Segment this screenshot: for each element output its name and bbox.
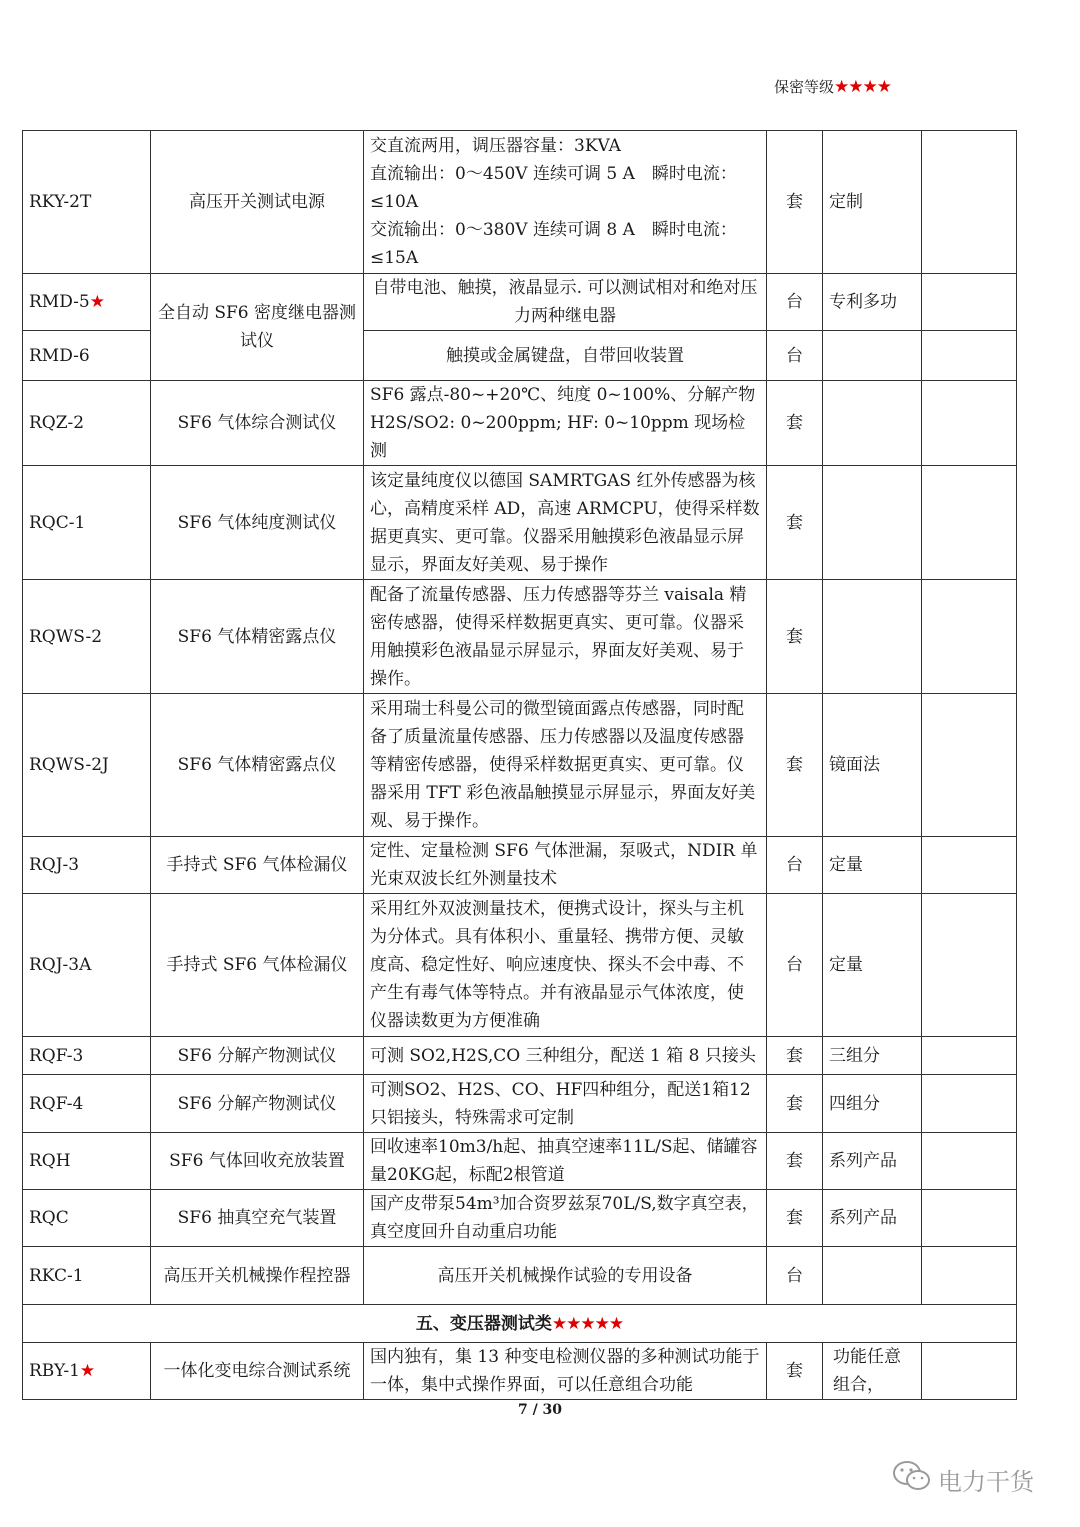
model-cell: RMD-6 bbox=[23, 331, 151, 381]
unit-cell: 台 bbox=[767, 331, 823, 381]
unit-cell: 台 bbox=[767, 274, 823, 331]
note-cell: 镜面法 bbox=[823, 694, 922, 837]
model-cell: RQF-4 bbox=[23, 1075, 151, 1133]
note-cell: 系列产品 bbox=[823, 1190, 922, 1247]
name-cell: SF6 气体精密露点仪 bbox=[151, 580, 364, 694]
model-cell: RQZ-2 bbox=[23, 381, 151, 466]
name-cell: SF6 气体综合测试仪 bbox=[151, 381, 364, 466]
unit-cell: 套 bbox=[767, 1075, 823, 1133]
confidentiality-label: 保密等级 bbox=[774, 78, 835, 96]
unit-cell: 套 bbox=[767, 1133, 823, 1190]
model-cell: RQH bbox=[23, 1133, 151, 1190]
note-cell: 功能任意组合， bbox=[823, 1343, 922, 1400]
name-cell: 全自动 SF6 密度继电器测试仪 bbox=[151, 274, 364, 381]
description-cell: 国产皮带泵54m³加合资罗兹泵70L/S,数字真空表，真空度回升自动重启功能 bbox=[364, 1190, 767, 1247]
model-cell: RQWS-2 bbox=[23, 580, 151, 694]
empty-cell bbox=[922, 381, 1017, 466]
table-row bbox=[23, 381, 1017, 466]
table-row bbox=[23, 131, 1017, 274]
description-cell: 国内独有，集 13 种变电检测仪器的多种测试功能于一体，集中式操作界面，可以任意组合功能 bbox=[364, 1343, 767, 1400]
table-row bbox=[23, 1037, 1017, 1075]
table-row bbox=[23, 1133, 1017, 1190]
star-icon: ★ bbox=[79, 1361, 96, 1381]
description-cell: 配备了流量传感器、压力传感器等芬兰 vaisala 精密传感器，使得采样数据更真实、更可靠。仪器采用触摸彩色液晶显示屏显示，界面友好美观、易于操作。 bbox=[364, 580, 767, 694]
empty-cell bbox=[922, 1247, 1017, 1305]
table-row bbox=[23, 837, 1017, 894]
description-line: 交流输出：0～380V 连续可调 8 A 瞬时电流：≤15A bbox=[370, 220, 737, 268]
unit-cell: 套 bbox=[767, 466, 823, 580]
name-cell: 高压开关机械操作程控器 bbox=[151, 1247, 364, 1305]
description-line: 交直流两用，调压器容量：3KVA bbox=[370, 136, 621, 156]
confidentiality-level bbox=[774, 76, 891, 97]
confidentiality-stars: ★★★★ bbox=[834, 77, 891, 97]
note-cell bbox=[823, 466, 922, 580]
page-number: 7 / 30 bbox=[517, 1402, 563, 1418]
description-cell: 采用瑞士科曼公司的微型镜面露点传感器，同时配备了质量流量传感器、压力传感器以及温度传感器等精密传感器，使得采样数据更真实、更可靠。仪器采用 TFT 彩色液晶触摸显示屏显示，界面友好美观、易于操作。 bbox=[364, 694, 767, 837]
note-cell: 专利多功 bbox=[823, 274, 922, 331]
model-cell: RKC-1 bbox=[23, 1247, 151, 1305]
empty-cell bbox=[922, 466, 1017, 580]
description-cell: 定性、定量检测 SF6 气体泄漏，泵吸式，NDIR 单光束双波长红外测量技术 bbox=[364, 837, 767, 894]
name-cell: 手持式 SF6 气体检漏仪 bbox=[151, 894, 364, 1037]
unit-cell: 套 bbox=[767, 1343, 823, 1400]
model-cell: RKY-2T bbox=[23, 131, 151, 274]
note-cell: 定量 bbox=[823, 837, 922, 894]
table-row bbox=[23, 580, 1017, 694]
table-row bbox=[23, 1247, 1017, 1305]
unit-cell: 套 bbox=[767, 580, 823, 694]
model-cell: RQJ-3 bbox=[23, 837, 151, 894]
note-cell: 系列产品 bbox=[823, 1133, 922, 1190]
empty-cell bbox=[922, 580, 1017, 694]
name-cell: 高压开关测试电源 bbox=[151, 131, 364, 274]
description-cell: SF6 露点-80~+20℃、纯度 0~100%、分解产物 H2S/SO2: 0~200ppm; HF: 0~10ppm 现场检测 bbox=[364, 381, 767, 466]
section-title: 五、变压器测试类 bbox=[415, 1313, 552, 1334]
empty-cell bbox=[922, 1037, 1017, 1075]
empty-cell bbox=[922, 837, 1017, 894]
product-table bbox=[22, 130, 1017, 1400]
unit-cell: 台 bbox=[767, 837, 823, 894]
note-cell bbox=[823, 580, 922, 694]
description-cell: 触摸或金属键盘，自带回收装置 bbox=[364, 331, 767, 381]
description-cell: 回收速率10m3/h起、抽真空速率11L/S起、储罐容量20KG起，标配2根管道 bbox=[364, 1133, 767, 1190]
table-row bbox=[23, 466, 1017, 580]
wechat-icon bbox=[892, 1460, 932, 1498]
description-cell: 采用红外双波测量技术，便携式设计，探头与主机为分体式。具有体积小、重量轻、携带方便、灵敏度高、稳定性好、响应速度快、探头不会中毒、不产生有毒气体等特点。并有液晶显示气体浓度，使仪器读数更为方便准确 bbox=[364, 894, 767, 1037]
unit-cell: 套 bbox=[767, 694, 823, 837]
description-cell: 该定量纯度仪以德国 SAMRTGAS 红外传感器为核心，高精度采样 AD，高速 ARMCPU，使得采样数据更真实、更可靠。仪器采用触摸彩色液晶显示屏显示，界面友好美观、易于操作 bbox=[364, 466, 767, 580]
note-cell bbox=[823, 1247, 922, 1305]
note-cell: 三组分 bbox=[823, 1037, 922, 1075]
watermark-text: 电力干货 bbox=[938, 1467, 1034, 1496]
unit-cell: 台 bbox=[767, 894, 823, 1037]
model-cell bbox=[23, 1343, 151, 1400]
unit-cell: 台 bbox=[767, 1247, 823, 1305]
section-stars: ★★★★★ bbox=[551, 1313, 624, 1334]
section-heading bbox=[23, 1305, 1017, 1343]
unit-cell: 套 bbox=[767, 131, 823, 274]
name-cell: SF6 抽真空充气装置 bbox=[151, 1190, 364, 1247]
model-cell: RQC bbox=[23, 1190, 151, 1247]
model-text: RMD-5 bbox=[29, 292, 90, 312]
name-cell: SF6 气体回收充放装置 bbox=[151, 1133, 364, 1190]
description-cell: 自带电池、触摸，液晶显示. 可以测试相对和绝对压力两种继电器 bbox=[364, 274, 767, 331]
name-cell: SF6 气体纯度测试仪 bbox=[151, 466, 364, 580]
description-cell bbox=[364, 131, 767, 274]
empty-cell bbox=[922, 1343, 1017, 1400]
empty-cell bbox=[922, 274, 1017, 331]
model-cell: RQF-3 bbox=[23, 1037, 151, 1075]
model-cell bbox=[23, 274, 151, 331]
note-cell: 定制 bbox=[823, 131, 922, 274]
empty-cell bbox=[922, 1133, 1017, 1190]
name-cell: 手持式 SF6 气体检漏仪 bbox=[151, 837, 364, 894]
table-row bbox=[23, 1075, 1017, 1133]
model-cell: RQJ-3A bbox=[23, 894, 151, 1037]
name-cell: SF6 气体精密露点仪 bbox=[151, 694, 364, 837]
empty-cell bbox=[922, 1190, 1017, 1247]
table-row bbox=[23, 1190, 1017, 1247]
description-cell: 可测SO2、H2S、CO、HF四种组分，配送1箱12只铝接头，特殊需求可定制 bbox=[364, 1075, 767, 1133]
table-row bbox=[23, 694, 1017, 837]
table-row bbox=[23, 894, 1017, 1037]
empty-cell bbox=[922, 894, 1017, 1037]
watermark bbox=[892, 1460, 1034, 1498]
empty-cell bbox=[922, 694, 1017, 837]
description-cell: 可测 SO2,H2S,CO 三种组分，配送 1 箱 8 只接头 bbox=[364, 1037, 767, 1075]
empty-cell bbox=[922, 1075, 1017, 1133]
table-row bbox=[23, 274, 1017, 331]
description-line: 直流输出：0～450V 连续可调 5 A 瞬时电流：≤10A bbox=[370, 164, 737, 212]
empty-cell bbox=[922, 331, 1017, 381]
star-icon: ★ bbox=[89, 292, 105, 312]
table-row bbox=[23, 1343, 1017, 1400]
model-text: RBY-1 bbox=[29, 1361, 80, 1381]
name-cell: SF6 分解产物测试仪 bbox=[151, 1075, 364, 1133]
unit-cell: 套 bbox=[767, 381, 823, 466]
empty-cell bbox=[922, 131, 1017, 274]
section-row bbox=[23, 1305, 1017, 1343]
note-cell bbox=[823, 381, 922, 466]
unit-cell: 套 bbox=[767, 1037, 823, 1075]
model-cell: RQWS-2J bbox=[23, 694, 151, 837]
note-cell bbox=[823, 331, 922, 381]
description-cell: 高压开关机械操作试验的专用设备 bbox=[364, 1247, 767, 1305]
note-cell: 定量 bbox=[823, 894, 922, 1037]
unit-cell: 套 bbox=[767, 1190, 823, 1247]
name-cell: 一体化变电综合测试系统 bbox=[151, 1343, 364, 1400]
model-cell: RQC-1 bbox=[23, 466, 151, 580]
name-cell: SF6 分解产物测试仪 bbox=[151, 1037, 364, 1075]
note-cell: 四组分 bbox=[823, 1075, 922, 1133]
